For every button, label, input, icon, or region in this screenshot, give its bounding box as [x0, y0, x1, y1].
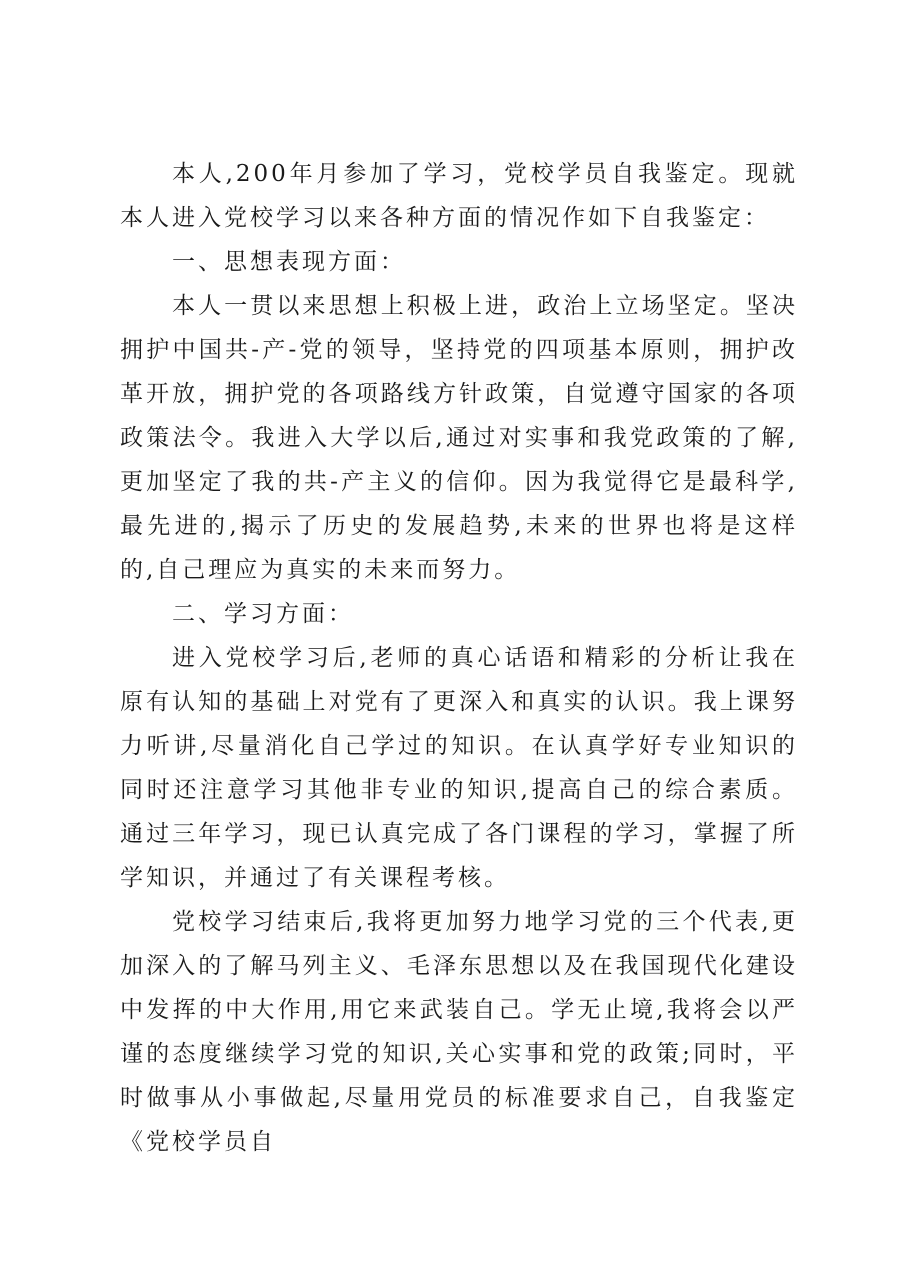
paragraph-thought: 本人一贯以来思想上积极上进，政治上立场坚定。坚决拥护中国共-产-党的领导，坚持党的四项基本原则，拥护改革开放，拥护党的各项路线方针政策，自觉遵守国家的各项政策法令。我进入大学以后,通过对实事和我党政策的了解,更加坚定了我的共-产主义的信仰。因为我觉得它是最科学,最先进的,揭示了历史的发展趋势,未来的世界也将是这样的,自己理应为真实的未来而努力。	[120, 293, 798, 583]
document-body	[120, 152, 798, 1164]
paragraph-intro: 本人,200年月参加了学习，党校学员自我鉴定。现就本人进入党校学习以来各种方面的情况作如下自我鉴定：	[120, 161, 798, 231]
heading-thought: 一、思想表现方面：	[172, 249, 406, 275]
heading-study: 二、学习方面：	[172, 601, 354, 627]
paragraph-conclusion: 党校学习结束后,我将更加努力地学习党的三个代表,更加深入的了解马列主义、毛泽东思想以及在我国现代化建设中发挥的中大作用,用它来武装自己。学无止境,我将会以严谨的态度继续学习党的知识,关心实事和党的政策;同时，平时做事从小事做起,尽量用党员的标准要求自己，自我鉴定《党校学员自	[120, 909, 798, 1155]
paragraph-study: 进入党校学习后,老师的真心话语和精彩的分析让我在原有认知的基础上对党有了更深入和真实的认识。我上课努力听讲,尽量消化自己学过的知识。在认真学好专业知识的同时还注意学习其他非专业的知识,提高自己的综合素质。通过三年学习，现已认真完成了各门课程的学习，掌握了所学知识，并通过了有关课程考核。	[120, 645, 798, 891]
